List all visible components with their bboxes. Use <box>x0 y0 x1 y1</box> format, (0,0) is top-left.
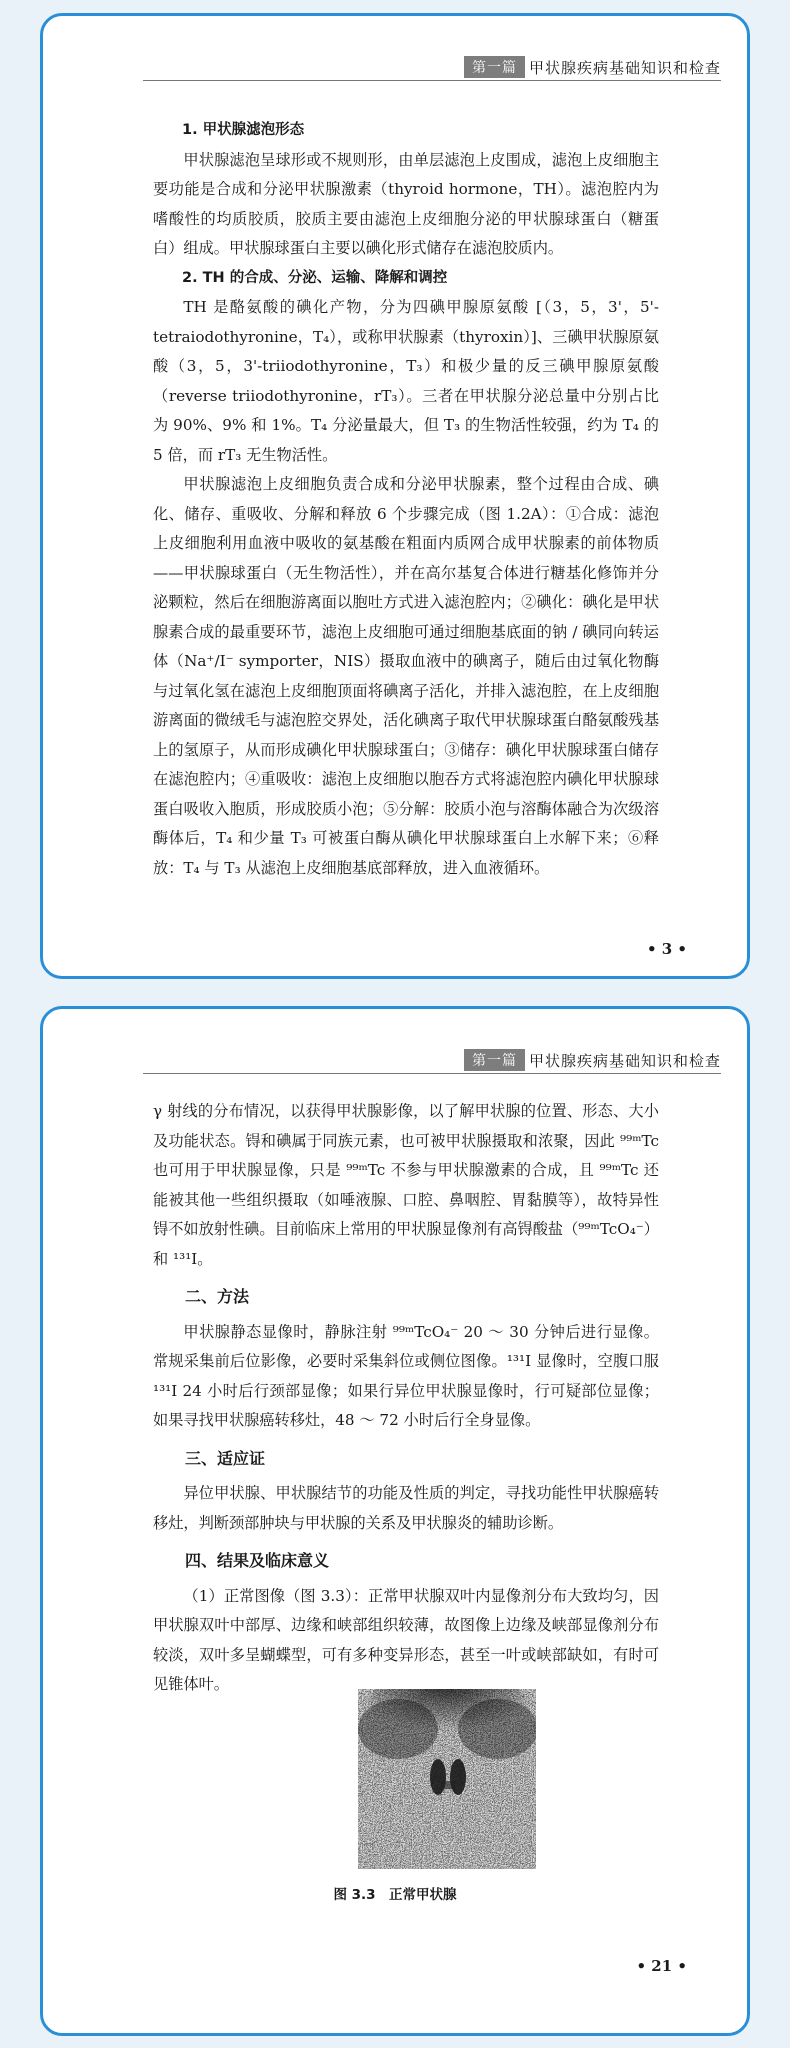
paragraph: （1）正常图像（图 3.3）：正常甲状腺双叶内显像剂分布大致均匀，因甲状腺双叶中部厚、边缘和峡部组织较薄，故图像上边缘及峡部显像剂分布较淡，双叶多呈蝴蝶型，可有多种变异形态，甚至一叶或峡部缺如，有时可见锥体叶。 <box>153 1586 659 1693</box>
subheading: 1. 甲状腺滤泡形态 <box>182 122 305 138</box>
section-heading-results: 四、结果及临床意义 <box>185 1551 330 1570</box>
paragraph: 甲状腺滤泡上皮细胞负责合成和分泌甲状腺素，整个过程由合成、碘化、储存、重吸收、分解和释放 6 个步骤完成（图 1.2A）：①合成：滤泡上皮细胞利用血液中吸收的氨基酸在粗面内质网合成甲状腺素的前体物质——甲状腺球蛋白（无生物活性），并在高尔基复合体进行糖基化修饰并分泌颗粒，然后在细胞游离面以胞吐方式进入滤泡腔内；②碘化：碘化是甲状腺素合成的最重要环节，滤泡上皮细胞可通过细胞基底面的钠 / 碘同向转运体（Na⁺/I⁻ symporter，NIS）摄取血液中的碘离子，随后由过氧化物酶与过氧化氢在滤泡上皮细胞顶面将碘离子活化，并排入滤泡腔，在上皮细胞游离面的微绒毛与滤泡腔交界处，活化碘离子取代甲状腺球蛋白酪氨酸残基上的氢原子，从而形成碘化甲状腺球蛋白；③储存：碘化甲状腺球蛋白储存在滤泡腔内；④重吸收：滤泡上皮细胞以胞吞方式将滤泡腔内碘化甲状腺球蛋白吸收入胞质，形成胶质小泡；⑤分解：胶质小泡与溶酶体融合为次级溶酶体后，T₄ 和少量 T₃ 可被蛋白酶从碘化甲状腺球蛋白上水解下来；⑥释放：T₄ 与 T₃ 从滤泡上皮细胞基底部释放，进入血液循环。 <box>153 475 659 877</box>
page-3-body <box>153 116 659 883</box>
paragraph: TH 是酪氨酸的碘化产物，分为四碘甲腺原氨酸 [（3，5，3'，5'-tetraiodothyronine，T₄），或称甲状腺素（thyroxin）]、三碘甲状腺原氨酸（3，5，3'-triiodothyronine，T₃）和极少量的反三碘甲腺原氨酸（reverse triiodothyronine，rT₃）。三者在甲状腺分泌总量中分别占比为 90%、9% 和 1%。T₄ 分泌量最大，但 T₃ 的生物活性较强，约为 T₄ 的 5 倍，而 rT₃ 无生物活性。 <box>153 298 659 464</box>
paragraph: 异位甲状腺、甲状腺结节的功能及性质的判定，寻找功能性甲状腺癌转移灶，判断颈部肿块与甲状腺的关系及甲状腺炎的辅助诊断。 <box>153 1484 659 1532</box>
part-tag: 第一篇 <box>464 1049 525 1071</box>
book-page-21 <box>40 1006 750 2036</box>
part-tag: 第一篇 <box>464 56 525 78</box>
part-title: 甲状腺疾病基础知识和检查 <box>528 1051 721 1070</box>
running-header <box>464 56 721 78</box>
book-page-3 <box>40 13 750 979</box>
figure-caption: 图 3.3 正常甲状腺 <box>333 1887 457 1903</box>
section-heading-method: 二、方法 <box>185 1287 250 1306</box>
running-header <box>464 1049 721 1071</box>
subheading: 2. TH 的合成、分泌、运输、降解和调控 <box>182 269 448 286</box>
scan-noise-graphic <box>358 1689 536 1869</box>
header-rule <box>143 1073 721 1074</box>
paragraph: 甲状腺滤泡呈球形或不规则形，由单层滤泡上皮围成，滤泡上皮细胞主要功能是合成和分泌甲状腺激素（thyroid hormone，TH）。滤泡腔内为嗜酸性的均质胶质，胶质主要由滤泡上皮细胞分泌的甲状腺球蛋白（糖蛋白）组成。甲状腺球蛋白主要以碘化形式储存在滤泡胶质内。 <box>153 150 659 257</box>
part-title: 甲状腺疾病基础知识和检查 <box>528 58 721 77</box>
paragraph: γ 射线的分布情况，以获得甲状腺影像，以了解甲状腺的位置、形态、大小及功能状态。锝和碘属于同族元素，也可被甲状腺摄取和浓聚，因此 ⁹⁹ᵐTc 也可用于甲状腺显像，只是 ⁹⁹ᵐTc 不参与甲状腺激素的合成，且 ⁹⁹ᵐTc 还能被其他一些组织摄取（如唾液腺、口腔、鼻咽腔、胃黏膜等），故特异性锝不如放射性碘。目前临床上常用的甲状腺显像剂有高锝酸盐（⁹⁹ᵐTcO₄⁻）和 ¹³¹I。 <box>153 1102 659 1268</box>
paragraph: 甲状腺静态显像时，静脉注射 ⁹⁹ᵐTcO₄⁻ 20 ～ 30 分钟后进行显像。常规采集前后位影像，必要时采集斜位或侧位图像。¹³¹I 显像时，空腹口服 ¹³¹I 24 小时后行颈部显像；如果行异位甲状腺显像时，行可疑部位显像；如果寻找甲状腺癌转移灶，48 ～ 72 小时后行全身显像。 <box>153 1322 659 1429</box>
page-21-body <box>153 1097 659 1700</box>
section-heading-indications: 三、适应证 <box>185 1448 266 1468</box>
page-number: • 3 • <box>646 940 687 958</box>
header-rule <box>143 80 721 81</box>
page-number: • 21 • <box>636 1957 687 1975</box>
thyroid-scan-image <box>358 1689 536 1869</box>
